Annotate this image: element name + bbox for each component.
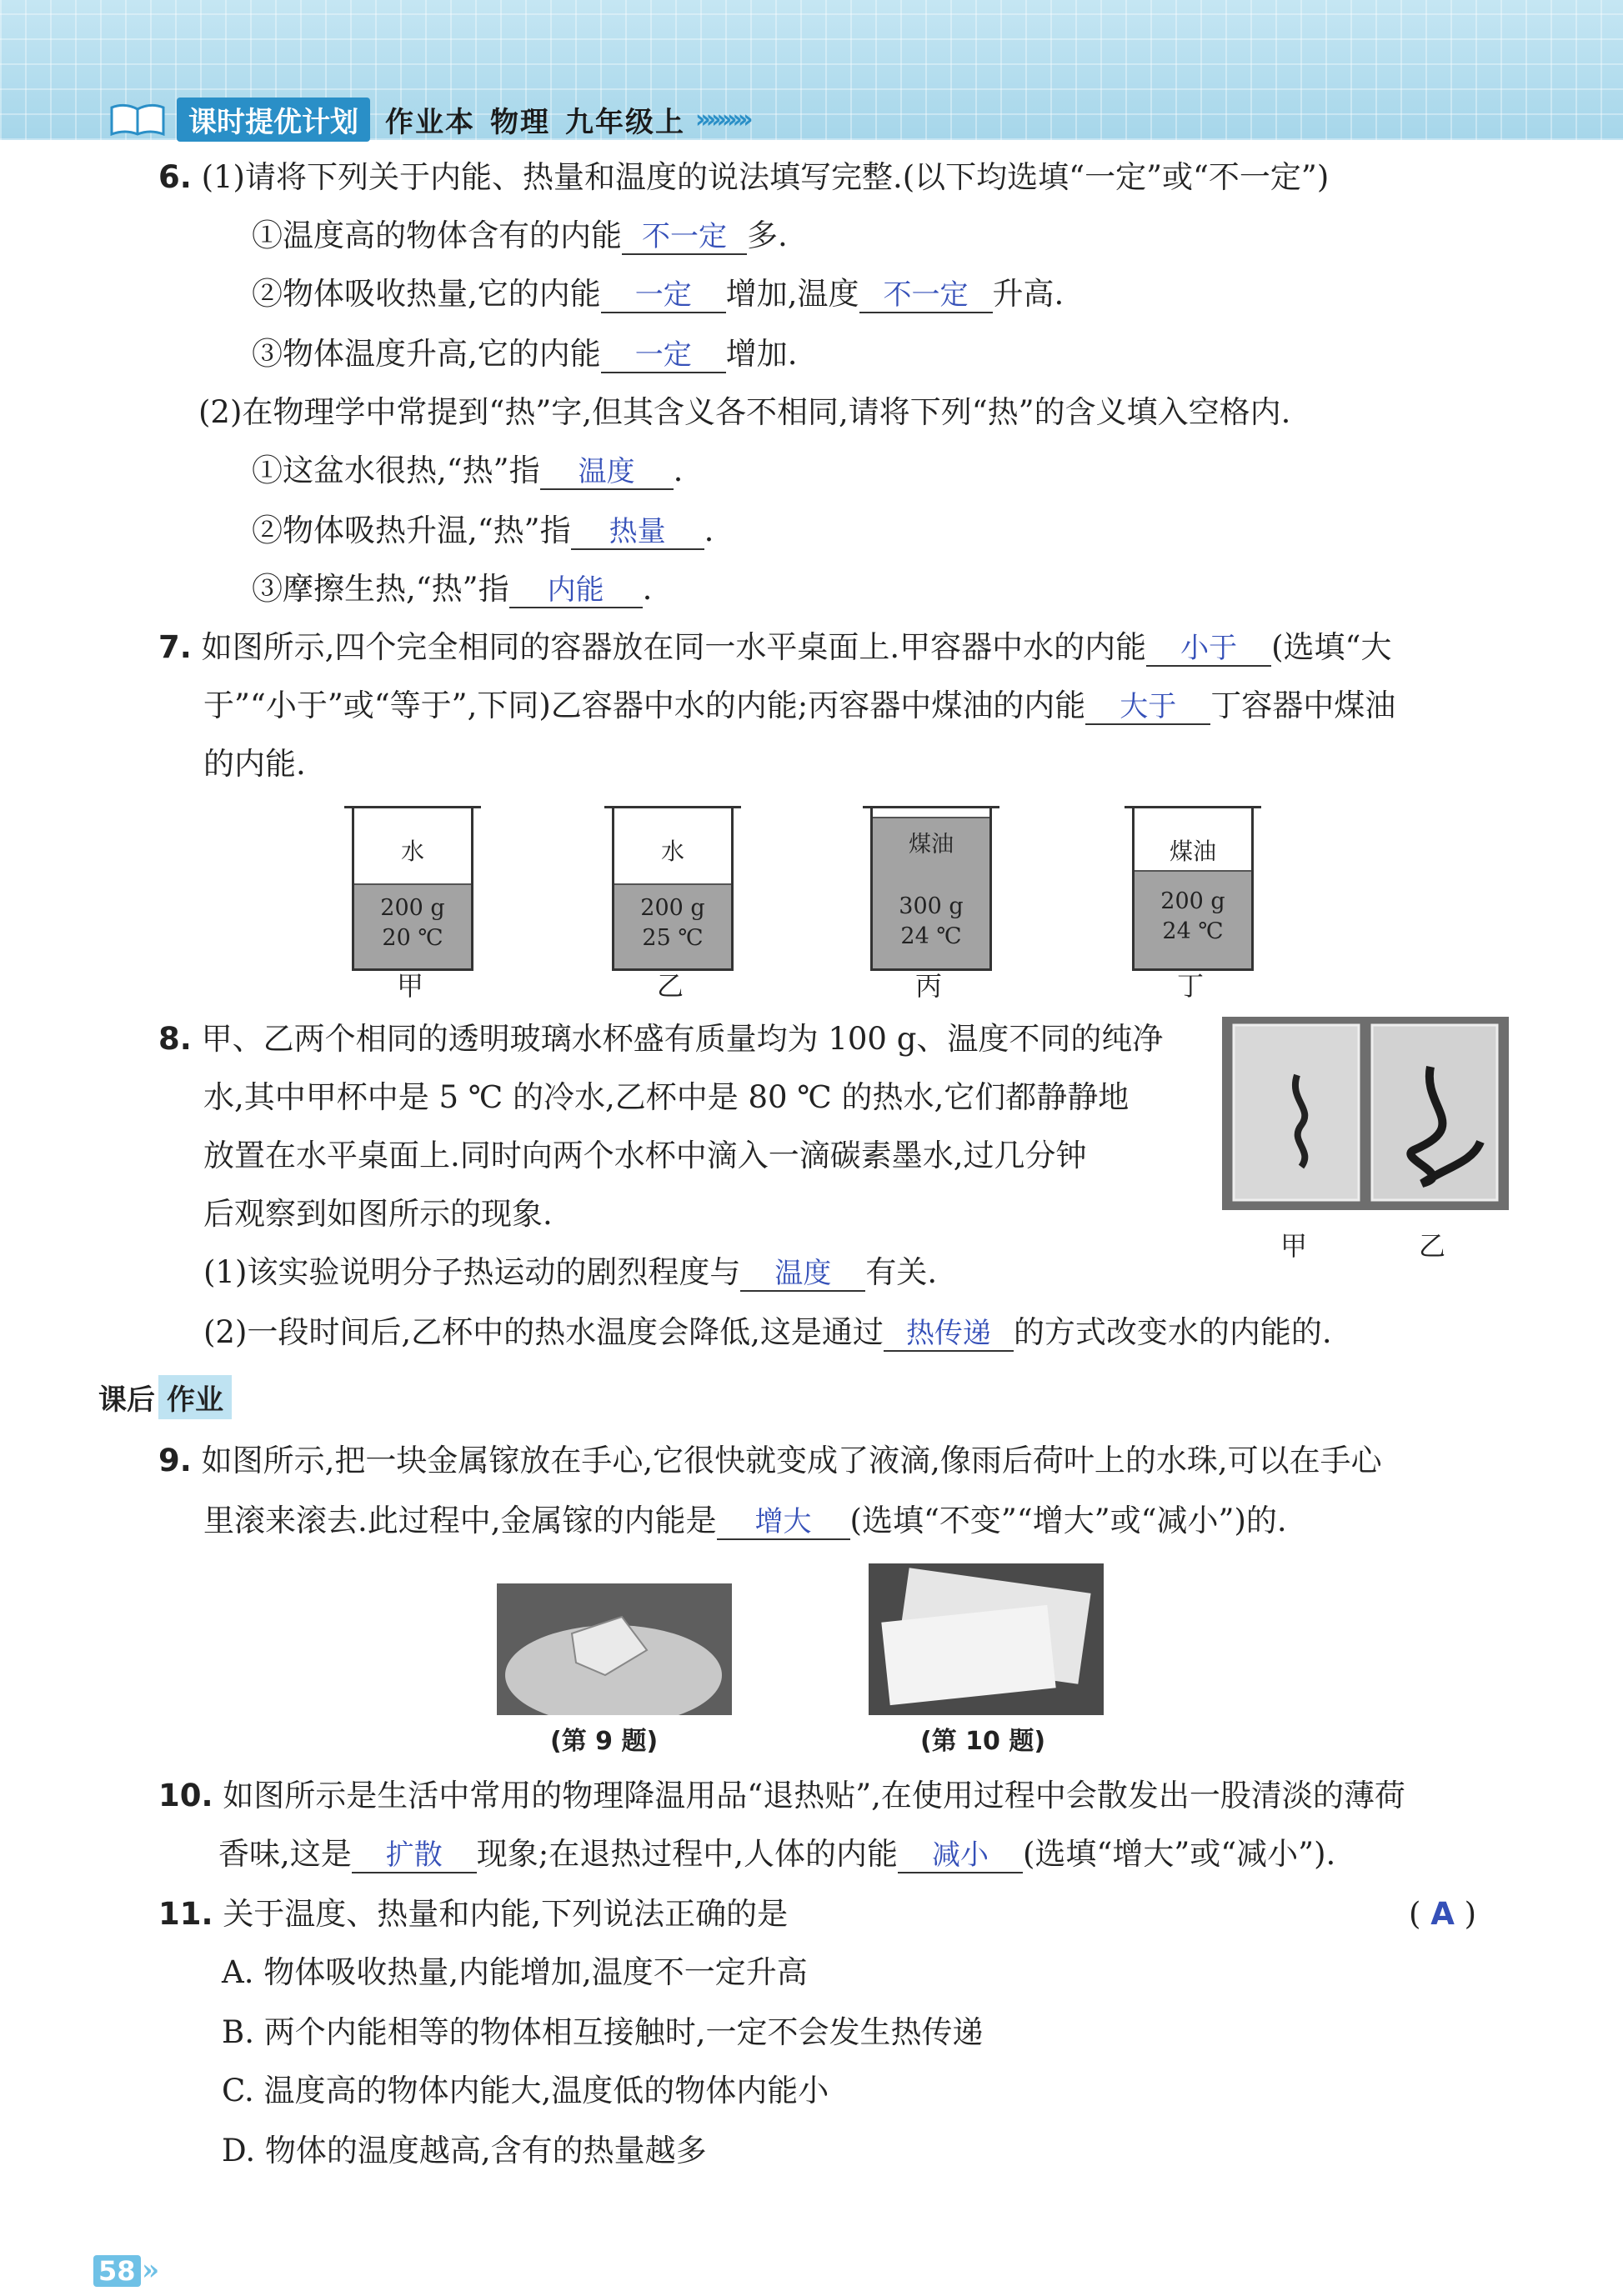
q10-number: 10. xyxy=(158,1778,213,1813)
q6-answer-3: 不一定 xyxy=(859,278,993,313)
header-title-bar xyxy=(108,98,749,140)
q6-meaning-answer-2: 热量 xyxy=(571,515,704,550)
q10-line-2: 香味,这是 扩散 现象;在退热过程中,人体的内能 减小 (选填“增大”或“减小”). xyxy=(218,1836,1336,1872)
q11-option-a: A. 物体吸收热量,内能增加,温度不一定升高 xyxy=(222,1954,808,1990)
q10-line-1: 10. 如图所示是生活中常用的物理降温用品“退热贴”,在使用过程中会散发出一股清淡的薄荷 xyxy=(158,1778,1405,1813)
gallium-in-hand-photo xyxy=(497,1583,732,1715)
beaker-temp: 24 ℃ xyxy=(1162,918,1224,944)
q7-number: 7. xyxy=(158,629,192,665)
beaker-bing xyxy=(870,808,992,971)
beaker-mass: 200 g xyxy=(1160,888,1225,914)
q10-answer-2: 减小 xyxy=(898,1838,1023,1873)
q9-line-1: 9. 如图所示,把一块金属镓放在手心,它很快就变成了液滴,像雨后荷叶上的水珠,可以在手心 xyxy=(158,1443,1382,1478)
photo-label-yi: 乙 xyxy=(1419,1230,1446,1262)
grade: 九年级上 xyxy=(565,105,685,139)
subject: 物理 xyxy=(490,105,550,139)
beaker-name: 甲 xyxy=(396,970,423,1002)
beaker-temp: 24 ℃ xyxy=(900,923,962,949)
q6-meaning-1: ①这盆水很热,“热”指 温度 . xyxy=(252,453,684,488)
q6-stem-line xyxy=(158,157,1329,198)
q8-answer-1: 温度 xyxy=(740,1257,865,1292)
q6-item-3: ③物体温度升高,它的内能 一定 增加. xyxy=(252,336,798,372)
q6-meaning-answer-3: 内能 xyxy=(509,573,643,608)
q8-number: 8. xyxy=(158,1021,192,1057)
q11-option-d: D. 物体的温度越高,含有的热量越多 xyxy=(222,2133,707,2168)
section-title-homework: 课后 作业 xyxy=(98,1375,232,1419)
q11-answer-bracket: ( A ) xyxy=(1409,1896,1477,1932)
photo-label-jia: 甲 xyxy=(1280,1230,1308,1262)
q6-answer-4: 一定 xyxy=(601,338,726,373)
q9-line-2: 里滚来滚去.此过程中,金属镓的内能是 增大 (选填“不变”“增大”或“减小”)的. xyxy=(203,1503,1287,1538)
beaker-liquid-label: 水 xyxy=(660,838,684,865)
beaker-ding xyxy=(1132,808,1254,971)
q11-number: 11. xyxy=(158,1896,213,1932)
q6-meaning-2: ②物体吸热升温,“热”指 热量 . xyxy=(252,513,714,548)
beaker-name: 丙 xyxy=(914,970,942,1002)
chevrons-decoration: ›››››››››› xyxy=(695,104,749,134)
series-title: 课时提优计划 xyxy=(177,98,370,142)
q9-figure-caption: (第 9 题) xyxy=(550,1727,659,1756)
q11-answer: A xyxy=(1430,1896,1455,1932)
ink-diffusion-photo xyxy=(1222,1017,1509,1210)
cooling-patch-photo xyxy=(869,1563,1104,1715)
q11-stem-line: 11. 关于温度、热量和内能,下列说法正确的是 xyxy=(158,1896,789,1932)
q8-line-4: 后观察到如图所示的现象. xyxy=(203,1196,553,1232)
beaker-name: 丁 xyxy=(1176,970,1204,1002)
q8-line-3: 放置在水平桌面上.同时向两个水杯中滴入一滴碳素墨水,过几分钟 xyxy=(203,1138,1087,1173)
q9-answer: 增大 xyxy=(717,1505,850,1540)
q6-item-2: ②物体吸收热量,它的内能 一定 增加,温度 不一定 升高. xyxy=(252,276,1064,312)
q8-answer-2: 热传递 xyxy=(884,1317,1014,1352)
q6-meaning-answer-1: 温度 xyxy=(540,455,674,490)
q8-line-2: 水,其中甲杯中是 5 ℃ 的冷水,乙杯中是 80 ℃ 的热水,它们都静静地 xyxy=(203,1079,1130,1115)
beaker-name: 乙 xyxy=(656,970,684,1002)
beaker-liquid-label: 煤油 xyxy=(909,832,954,858)
q8-sub-2: (2)一段时间后,乙杯中的热水温度会降低,这是通过 热传递 的方式改变水的内能的. xyxy=(203,1314,1332,1350)
beaker-liquid-label: 水 xyxy=(400,838,424,865)
beaker-mass: 200 g xyxy=(380,895,445,921)
q11-option-c: C. 温度高的物体内能大,温度低的物体内能小 xyxy=(222,2073,829,2108)
q10-figure-caption: (第 10 题) xyxy=(920,1727,1046,1756)
beaker-jia xyxy=(352,808,473,971)
page-header-band xyxy=(0,0,1623,140)
q6-number: 6. xyxy=(158,159,192,195)
q6-answer-1: 不一定 xyxy=(622,220,747,255)
q7-answer-1: 小于 xyxy=(1146,632,1271,667)
q6-item-1: ①温度高的物体含有的内能 不一定 多. xyxy=(252,218,788,253)
q10-answer-1: 扩散 xyxy=(352,1838,477,1873)
q7-line-3: 的内能. xyxy=(203,746,306,782)
open-book-icon xyxy=(108,101,167,138)
beaker-temp: 20 ℃ xyxy=(382,925,443,951)
beaker-temp: 25 ℃ xyxy=(642,925,704,951)
q6-stem: (1)请将下列关于内能、热量和温度的说法填写完整.(以下均选填“一定”或“不一定”) xyxy=(201,159,1330,195)
q11-option-b: B. 两个内能相等的物体相互接触时,一定不会发生热传递 xyxy=(222,2014,984,2050)
book-type: 作业本 xyxy=(385,105,475,139)
q6-meaning-3: ③摩擦生热,“热”指 内能 . xyxy=(252,571,653,607)
beaker-liquid-label: 煤油 xyxy=(1169,838,1216,865)
q6-answer-2: 一定 xyxy=(601,278,726,313)
q8-sub-1: (1)该实验说明分子热运动的剧烈程度与 温度 有关. xyxy=(203,1254,938,1290)
q6-part-2-stem: (2)在物理学中常提到“热”字,但其含义各不相同,请将下列“热”的含义填入空格内. xyxy=(198,394,1291,430)
page-number: 58 xyxy=(93,2255,141,2287)
beaker-mass: 200 g xyxy=(640,895,705,921)
beaker-yi xyxy=(612,808,734,971)
q7-answer-2: 大于 xyxy=(1085,690,1210,725)
q8-line-1: 8. 甲、乙两个相同的透明玻璃水杯盛有质量均为 100 g、温度不同的纯净 xyxy=(158,1021,1164,1057)
beaker-mass: 300 g xyxy=(899,893,964,919)
q7-line-1: 7. 如图所示,四个完全相同的容器放在同一水平桌面上.甲容器中水的内能 小于 (选填“大 xyxy=(158,629,1392,665)
q9-number: 9. xyxy=(158,1443,192,1478)
q7-line-2: 于”“小于”或“等于”,下同)乙容器中水的内能;丙容器中煤油的内能 大于 丁容器中煤油 xyxy=(203,688,1396,723)
page-number-chevrons: » xyxy=(142,2253,153,2287)
